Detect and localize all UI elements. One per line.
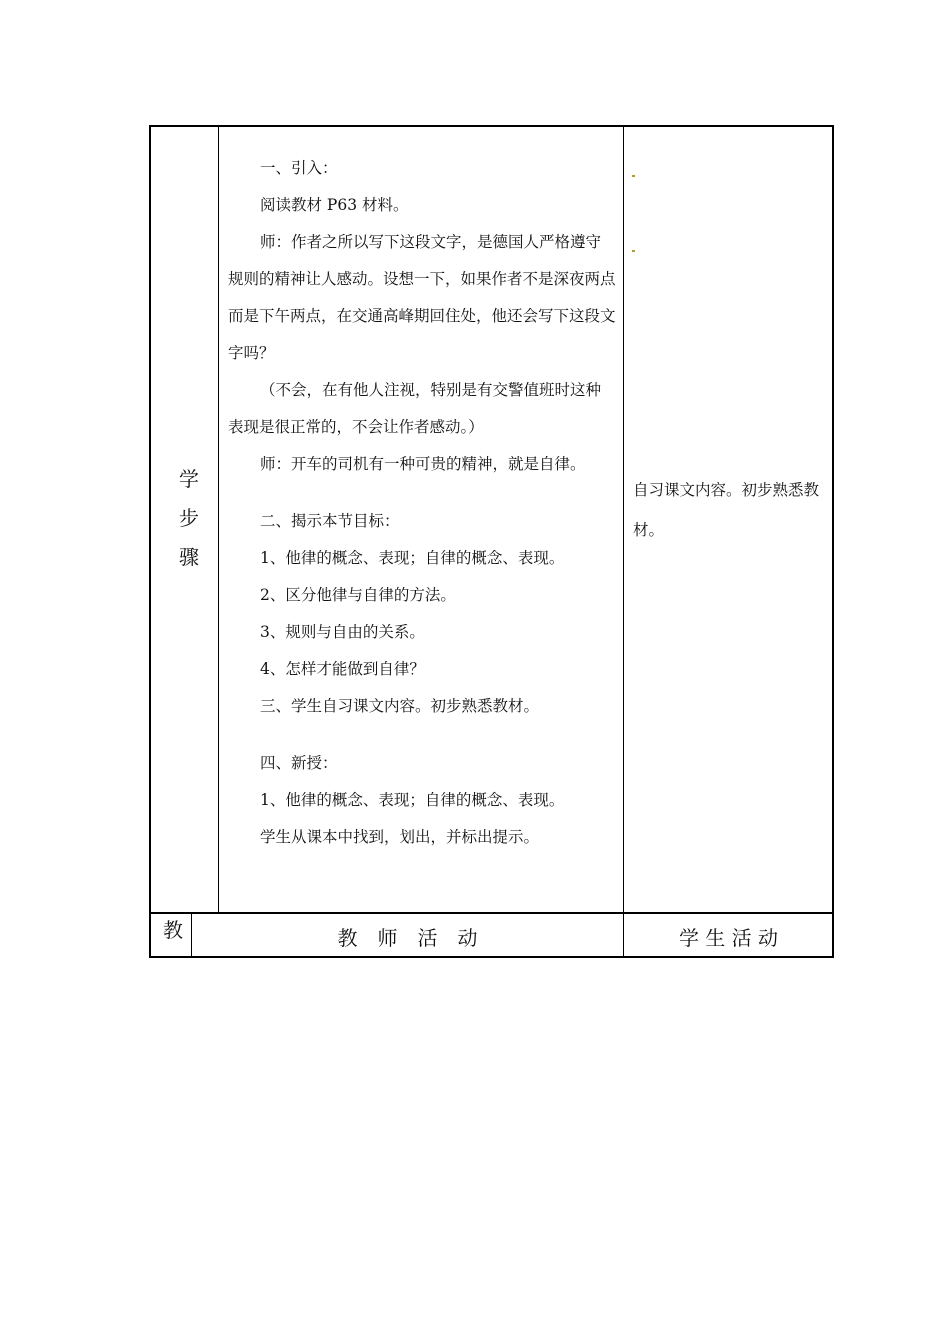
row-label-steps — [176, 460, 202, 577]
teacher-paragraph: 一、引入： — [260, 159, 338, 177]
teacher-paragraph: 师：开车的司机有一种可贵的精神，就是自律。 — [260, 455, 586, 473]
mark-dot — [632, 175, 635, 177]
teacher-paragraph: 四、新授： — [260, 754, 338, 772]
student-activity-heading: 学 生 活 动 — [678, 925, 779, 950]
row-label-char: 学 — [179, 467, 199, 491]
teacher-paragraph: （不会，在有他人注视，特别是有交警值班时这种表现是很正常的，不会让作者感动。） — [228, 381, 602, 436]
footer-separator — [150, 912, 833, 914]
teacher-paragraph: 2、区分他律与自律的方法。 — [260, 586, 456, 604]
teacher-paragraph: 学生从课本中找到，划出，并标出提示。 — [260, 828, 540, 846]
teacher-paragraph: 二、揭示本节目标： — [260, 512, 400, 530]
teacher-paragraph: 师：作者之所以写下这段文字，是德国人严格遵守规则的精神让人感动。设想一下，如果作者不是深夜两点而是下午两点，在交通高峰期回住处，他还会写下这段文字吗？ — [228, 233, 616, 362]
mark-dot — [632, 250, 635, 252]
teacher-activity-heading: 教 师 活 动 — [337, 925, 478, 950]
footer-left-label: 教 — [163, 918, 183, 942]
teacher-paragraph: 4、怎样才能做到自律？ — [260, 660, 425, 678]
teacher-paragraph: 1、他律的概念、表现；自律的概念、表现。 — [260, 791, 565, 809]
teacher-activity-content — [228, 150, 616, 856]
teacher-paragraph: 阅读教材 P63 材料。 — [260, 196, 409, 214]
student-activity-content: 自习课文内容。初步熟悉教材。 — [633, 481, 820, 539]
teacher-paragraph: 三、学生自习课文内容。初步熟悉教材。 — [260, 697, 540, 715]
divider-label-column — [218, 126, 219, 914]
paragraph-gap — [228, 483, 616, 503]
divider-student-column — [623, 126, 624, 957]
teacher-paragraph: 3、规则与自由的关系。 — [260, 623, 425, 641]
row-label-char: 步 — [179, 506, 199, 530]
row-label-char: 骤 — [179, 545, 199, 569]
paragraph-gap — [228, 725, 616, 745]
teacher-paragraph: 1、他律的概念、表现；自律的概念、表现。 — [260, 549, 565, 567]
